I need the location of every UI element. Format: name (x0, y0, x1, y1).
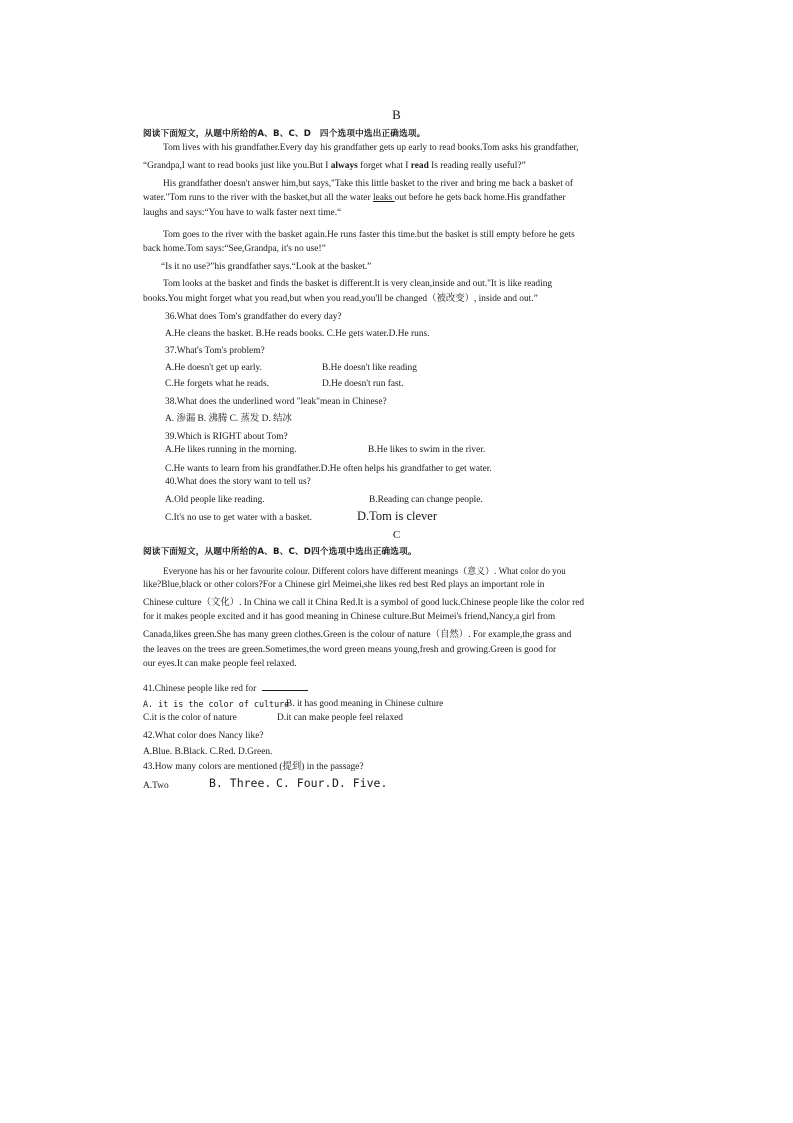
question-43-option-d: D. Five. (332, 776, 388, 790)
section-b-instruction: 阅读下面短文，从题中所给的A、B、C、D 四个选项中选出正确选项。 (143, 129, 426, 139)
question-36: 36.What does Tom's grandfather do every day? (165, 312, 342, 322)
passage-c-line: Chinese culture（文化）. In China we call it China Red.It is a symbol of good luck.Chinese people like the color red (143, 598, 585, 608)
question-41-option-c: C.it is the color of nature (143, 713, 237, 723)
question-42-options: A.Blue. B.Black. C.Red. D.Green. (143, 747, 273, 757)
question-43: 43.How many colors are mentioned (提到) in the passage? (143, 762, 364, 772)
question-38: 38.What does the underlined word "leak"mean in Chinese? (165, 397, 387, 407)
bold-word-always: always (330, 161, 358, 171)
question-38-options: A. 渗漏 B. 沸腾 C. 蒸发 D. 结冰 (165, 414, 292, 424)
passage-b-line: laughs and says:“You have to walk faster next time.“ (143, 208, 342, 218)
question-37-option-c: C.He forgets what he reads. (165, 379, 269, 389)
section-b-heading: B (392, 107, 401, 122)
question-41-option-b: B. it has good meaning in Chinese culture (286, 699, 444, 709)
question-40-option-c: C.It's no use to get water with a basket. (165, 513, 312, 523)
passage-c-line: our eyes.It can make people feel relaxed. (143, 659, 297, 669)
underlined-word-leaks: leaks (372, 193, 395, 203)
question-37-option-a: A.He doesn't get up early. (165, 363, 262, 373)
passage-b-line: His grandfather doesn't answer him,but says,"Take this little basket to the river and bring me back a basket of (163, 179, 573, 189)
question-36-options: A.He cleans the basket. B.He reads books. C.He gets water.D.He runs. (165, 329, 430, 339)
question-39-option-b: B.He likes to swim in the river. (368, 445, 486, 455)
passage-b-line: Tom lives with his grandfather.Every day his grandfather gets up early to read books.Tom asks his grandfather, (163, 143, 579, 153)
passage-c-line: Canada,likes green.She has many green clothes.Green is the colour of nature（自然）. For example,the grass and (143, 630, 572, 640)
question-37: 37.What's Tom's problem? (165, 346, 265, 356)
question-40-option-b: B.Reading can change people. (369, 495, 483, 505)
question-42: 42.What color does Nancy like? (143, 731, 264, 741)
question-39-options-cd: C.He wants to learn from his grandfather.D.He often helps his grandfather to get water. (165, 464, 492, 474)
question-40: 40.What does the story want to tell us? (165, 477, 311, 487)
question-39-option-a: A.He likes running in the morning. (165, 445, 297, 455)
passage-c-line: for it makes people excited and it has good meaning in Chinese culture.But Meimei's friend,Nancy,a girl from (143, 612, 556, 622)
passage-c-line: the leaves on the trees are green.Sometimes,the word green means young,fresh and growing.Green is good for (143, 645, 557, 655)
passage-b-line: “Grandpa,I want to read books just like you.But I always forget what I read Is reading really useful?” (143, 161, 526, 171)
question-41: 41.Chinese people like red for (143, 681, 308, 695)
question-37-option-d: D.He doesn't run fast. (322, 379, 404, 389)
question-41-option-d: D.it can make people feel relaxed (277, 713, 403, 723)
question-43-option-a: A.Two (143, 781, 169, 791)
question-41-option-a: A. it is the color of culture (143, 699, 290, 709)
passage-b-line: Tom looks at the basket and finds the basket is different.It is very clean,inside and out."It is like reading (163, 279, 553, 289)
passage-b-line: books.You might forget what you read,but when you read,you'll be changed（被改变）, inside and out.” (143, 294, 538, 304)
passage-c-line: Everyone has his or her favourite colour. Different colors have different meanings（意义）. What color do you (163, 566, 566, 576)
question-43-option-b: B. Three. (209, 776, 272, 790)
question-40-option-d: D.Tom is clever (357, 509, 438, 523)
answer-blank (262, 681, 308, 691)
section-c-instruction: 阅读下面短文，从题中所给的A、B、C、D四个选项中选出正确选项。 (143, 547, 417, 557)
passage-b-line: “Is it no use?”his grandfather says.“Look at the basket.” (161, 262, 372, 272)
passage-b-line: water."Tom runs to the river with the basket,but all the water leaks out before he gets back home.His grandfather (143, 193, 566, 203)
question-43-option-c: C. Four. (276, 776, 332, 790)
question-37-option-b: B.He doesn't like reading (322, 363, 417, 373)
passage-b-line: back home.Tom says:“See,Grandpa, it's no use!” (143, 244, 326, 254)
bold-word-read: read (410, 161, 429, 171)
passage-b-line: Tom goes to the river with the basket again.He runs faster this time.but the basket is still empty before he gets (163, 230, 575, 240)
question-39: 39.Which is RIGHT about Tom? (165, 432, 288, 442)
question-40-option-a: A.Old people like reading. (165, 495, 265, 505)
section-c-heading: C (392, 529, 401, 541)
passage-c-line: like?Blue,black or other colors?For a Chinese girl Meimei,she likes red best Red plays an important role in (143, 580, 545, 590)
